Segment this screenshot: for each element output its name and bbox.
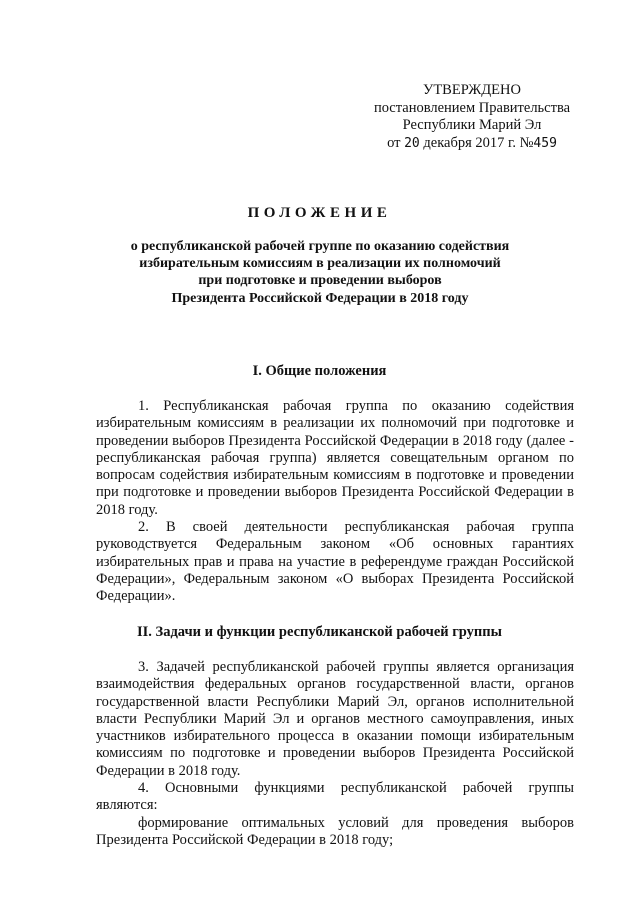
paragraph-3: 3. Задачей республиканской рабочей группы является организация взаимодействия федеральных органов государственной власти, органов государственной власти Республики Марий Эл, органов исполнительной власти Республики Марий Эл и органов местного самоуправления, иных участников избирательного процесса в оказании помощи избирательным комиссиям по подготовке и проведении выборов Президента Российской Федерации в 2018 году. [96,659,574,779]
paragraph-4: 4. Основными функциями республиканской рабочей группы являются: [96,780,574,814]
subtitle-line: о республиканской рабочей группе по оказанию содействия [130,239,510,254]
approval-stamp [362,82,582,152]
approval-date-rest: декабря 2017 г. № [423,134,534,151]
approval-date-day: 20 [404,135,420,151]
document-subtitle [100,238,540,307]
paragraph-1: 1. Республиканская рабочая группа по оказанию содействия избирательным комиссиям в реализации их полномочий при подготовке и проведении выборов Президента Российской Федерации в 2018 году (далее - республиканская рабочая группа) является совещательным органом по вопросам содействия избирательным комиссиям в подготовке и проведении при подготовке и проведении выборов Президента Российской Федерации в 2018 году. [96,398,574,518]
approval-date-line [362,135,582,153]
paragraph-5: формирование оптимальных условий для проведения выборов Президента Российской Федерации в 2018 году; [96,815,574,849]
paragraph-2: 2. В своей деятельности республиканская рабочая группа руководствуется Федеральным законом «Об основных гарантиях избирательных прав и права на участие в референдуме граждан Российской Федерации», Федеральным законом «О выборах Президента Российской Федерации». [96,519,574,605]
approval-date-prefix: от [387,134,401,151]
subtitle-line: Президента Российской Федерации в 2018 году [171,290,469,306]
approval-authority: постановлением Правительства [373,99,571,116]
approval-region: Республики Марий Эл [402,117,542,133]
approval-heading: УТВЕРЖДЕНО [423,82,521,98]
subtitle-line: при подготовке и проведении выборов [198,273,442,289]
section-2-heading: II. Задачи и функции республиканской рабочей группы [137,624,502,640]
document-title: ПОЛОЖЕНИЕ [247,205,392,221]
subtitle-line: избирательным комиссиям в реализации их полномочий [139,256,501,272]
section-1-heading: I. Общие положения [252,363,387,379]
approval-doc-number: 459 [533,135,557,151]
